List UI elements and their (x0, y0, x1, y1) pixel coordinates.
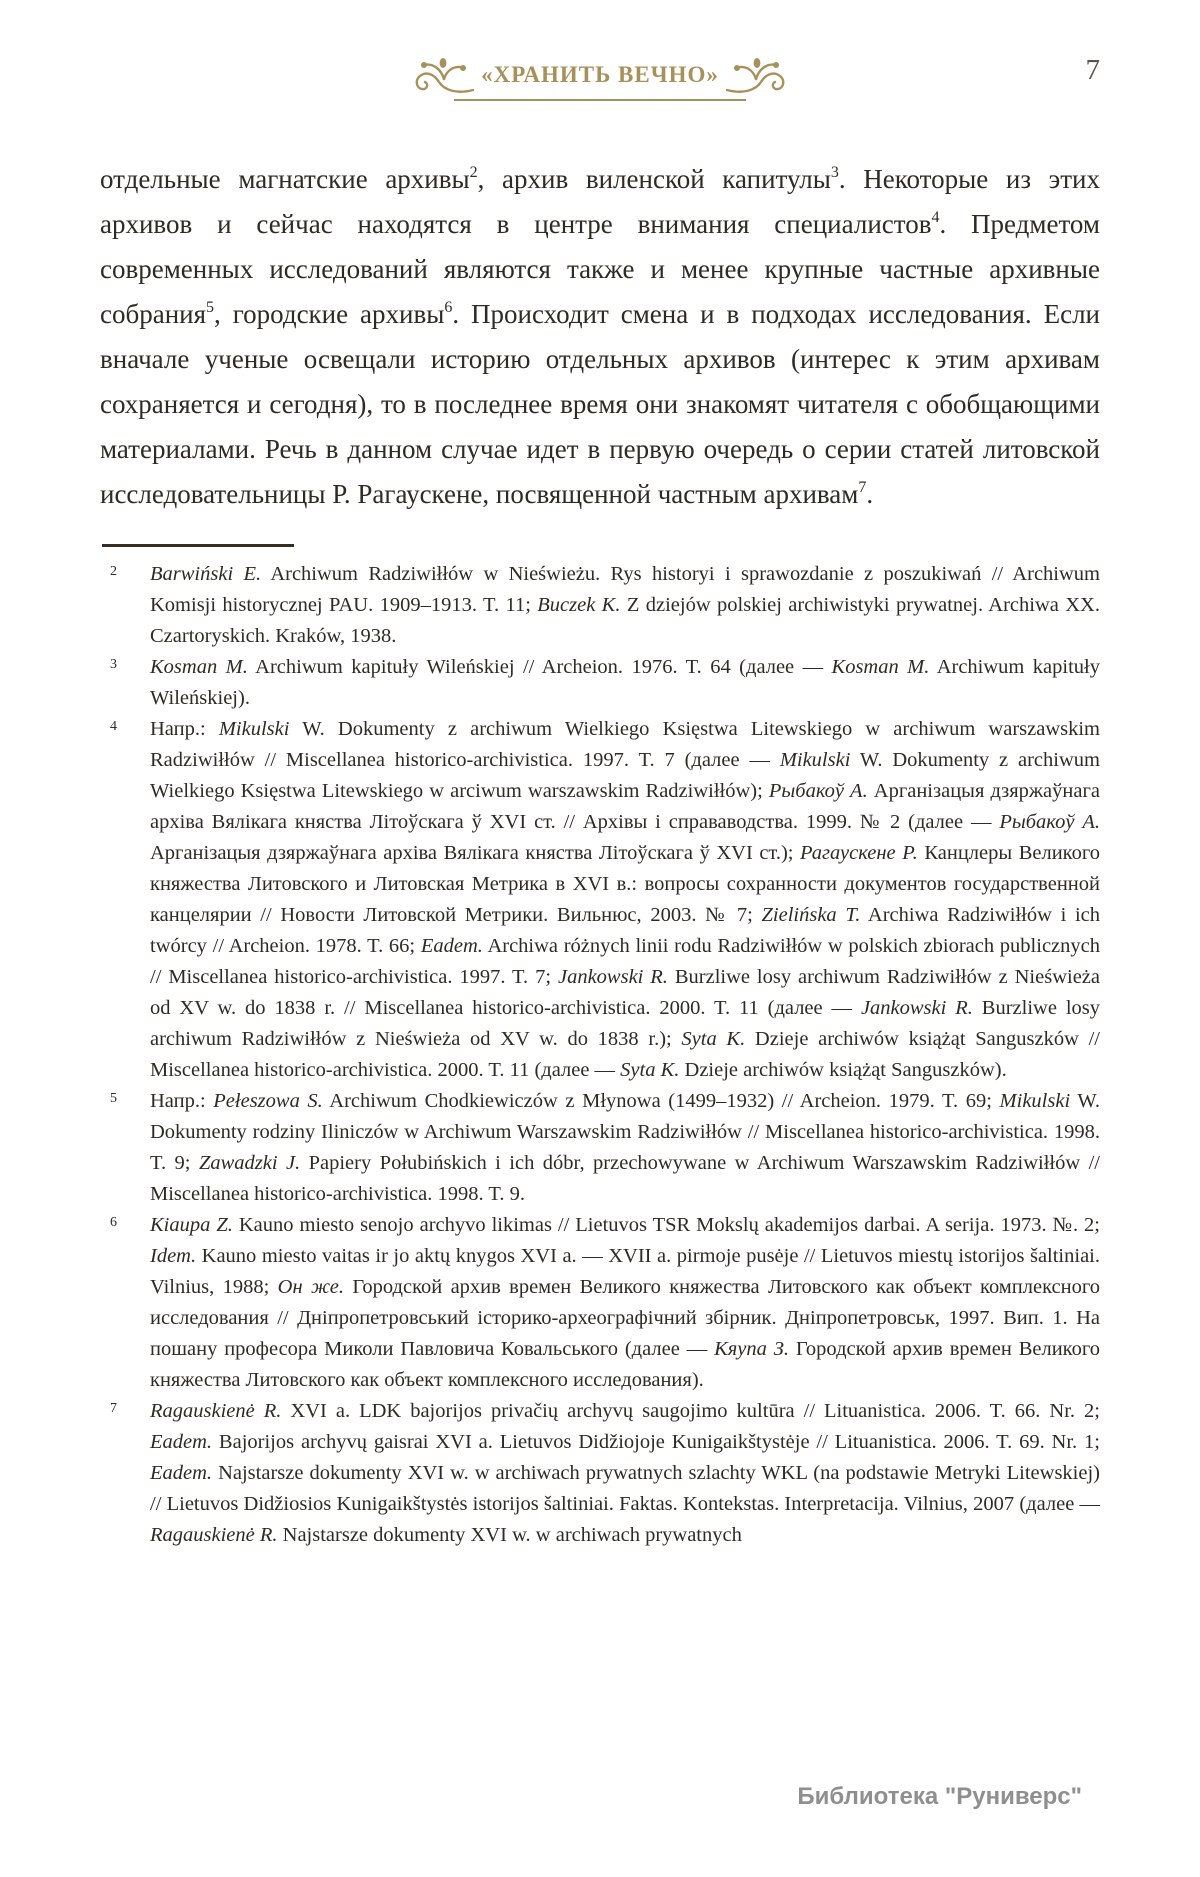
text-run: Papiery Połubińskich i ich dóbr, przechowywane w Archiwum Warszawskim Radziwiłłów // Miscellanea historico-archivistica. 1998. T. 9. (150, 1152, 1100, 1205)
citation-author: Zielińska T. (761, 904, 861, 926)
citation-author: Ragauskienė R. (150, 1524, 278, 1546)
citation-author: Jankowski R. (557, 966, 668, 988)
footnote-reference-marker: 5 (206, 299, 215, 316)
text-run: Канцлеры Великого княжества Литовского и Литовская Метрика в XVI в.: вопросы сохранности документов государственной канцелярии // Новости Литовской Метрики. Вильнюс, 2003. № 7; (150, 842, 1100, 926)
citation-author: Kosman M. (831, 656, 930, 678)
text-run: Archiwa Radziwiłłów i ich twórcy // Archeion. 1978. T. 66; (150, 904, 1100, 957)
text-column (100, 130, 1100, 1551)
text-run: Напр.: (150, 718, 219, 740)
text-run: Archiwum kapituły Wileńskiej // Archeion. 1976. T. 64 (далее — (247, 656, 832, 678)
footnote-number: 4 (110, 719, 117, 734)
text-run: W. Dokumenty rodziny Iliniczów w Archiwum Warszawskim Radziwiłłów // Miscellanea historico-archivistica. 1998. T. 9; (150, 1090, 1100, 1174)
body-paragraph (100, 157, 1100, 517)
footnote-reference-marker: 4 (931, 209, 940, 226)
citation-author: Кяупа З. (714, 1338, 789, 1360)
text-run: Archiwa różnych linii rodu Radziwiłłów w polskich zbiorach publicznych // Miscellanea historico-archivistica. 1997. T. 7; (150, 935, 1100, 988)
text-run: W. Dokumenty z archiwum Wielkiego Księstwa Litewskiego w arciwum warszawskim Radziwiłłów); (150, 749, 1100, 802)
footnote-item (100, 1086, 1100, 1210)
footnote-item (100, 1210, 1100, 1396)
text-run: Городской архив времен Великого княжества Литовского как объект комплексного исследования). (150, 1338, 1100, 1391)
footnote-text (150, 1400, 1100, 1546)
text-run: Burzliwe losy archiwum Radziwiłłów z Nieświeża od XV w. do 1838 r.); (150, 997, 1101, 1050)
citation-author: Mikulski (999, 1090, 1071, 1112)
footnote-text (150, 718, 1100, 1081)
text-run: Dzieje archiwów książąt Sanguszków). (679, 1059, 1007, 1081)
citation-author: Ragauskienė R. (150, 1400, 282, 1422)
text-run: Archiwum kapituły Wileńskiej). (150, 656, 1100, 709)
footnote-text (150, 563, 1100, 647)
citation-author: Barwiński E. (150, 563, 262, 585)
footnote-text (150, 1090, 1100, 1205)
text-run: Напр.: (150, 1090, 214, 1112)
footnote-number: 7 (110, 1401, 117, 1416)
footnote-item (100, 1396, 1100, 1551)
text-run: Bajorijos archyvų gaisrai XVI a. Lietuvos Didžiojoje Kunigaikštystėje // Lituanistica. 2006. T. 69. Nr. 1; (212, 1431, 1100, 1453)
text-run: Najstarsze dokumenty XVI w. w archiwach prywatnych (277, 1524, 742, 1546)
text-run: Archiwum Chodkiewiczów z Młynowa (1499–1932) // Archeion. 1979. T. 69; (322, 1090, 1000, 1112)
citation-author: Рагаускене Р. (800, 842, 918, 864)
footnote-number: 6 (110, 1215, 117, 1230)
text-run: Najstarsze dokumenty XVI w. w archiwach prywatnych szlachty WKL (na podstawie Metryki Litewskiej) // Lietuvos Didžiosios Kunigaikštystės istorijos šaltiniai. Faktas. Kontekstas. Interpretacija. Vilnius, 2007 (далее — (150, 1462, 1100, 1515)
footnote-number: 3 (110, 657, 117, 672)
footnote-item (100, 559, 1100, 652)
citation-author: Idem. (150, 1245, 197, 1267)
text-run: . (866, 479, 874, 509)
citation-author: Syta K. (620, 1059, 680, 1081)
citation-author: Syta K. (681, 1028, 746, 1050)
footnote-reference-marker: 7 (858, 479, 867, 496)
text-run: Z dziejów polskiej archiwistyki prywatnej. Archiwa XX. Czartoryskich. Kraków, 1938. (150, 594, 1100, 647)
footnote-item (100, 714, 1100, 1086)
text-run: . Некоторые из этих архивов и сейчас находятся в центре внимания специалистов (100, 164, 1100, 239)
header-title: «ХРАНИТЬ ВЕЧНО» (481, 62, 719, 87)
floral-flourish-left-icon (413, 55, 475, 106)
text-run: отдельные магнатские архивы (100, 164, 470, 194)
text-run: Burzliwe losy archiwum Radziwiłłów z Nieświeża od XV w. do 1838 r. // Miscellanea historico-archivistica. 2000. T. 11 (далее — (150, 966, 1100, 1019)
text-run: , архив виленской капитулы (477, 164, 831, 194)
text-run: XVI a. LDK bajorijos privačių archyvų saugojimo kultūra // Lituanistica. 2006. T. 66. Nr. 2; (281, 1400, 1101, 1422)
page-number: 7 (1085, 54, 1100, 86)
text-run: Городской архив времен Великого княжества Литовского как объект комплексного исследования // Дніпропетровський історико-археографічний збірник. Дніпропетровськ, 1997. Вип. 1. На пошану професора Миколи Павловича Ковальського (далее — (150, 1276, 1100, 1360)
citation-author: Kosman M. (150, 656, 248, 678)
footnote-text (150, 1214, 1100, 1391)
text-run: , городские архивы (214, 299, 445, 329)
citation-author: Eadem. (150, 1431, 213, 1453)
citation-author: Kiaupa Z. (150, 1214, 233, 1236)
text-run: . Предметом современных исследований являются также и менее крупные частные архивные собрания (100, 209, 1100, 329)
floral-flourish-right-icon (725, 55, 787, 106)
footnote-number: 5 (110, 1091, 117, 1106)
text-run: Kauno miesto senojo archyvo likimas // Lietuvos TSR Mokslų akademijos darbai. A serija. 1973. №. 2; (232, 1214, 1100, 1236)
text-run: Арганізацыя дзяржаўнага архіва Вялікага княства Літоўскага ў XVI ст. // Архівы і справаводства. 1999. № 2 (далее — (150, 780, 1100, 833)
text-run: Арганізацыя дзяржаўнага архіва Вялікага княства Літоўскага ў XVI ст.); (150, 842, 801, 864)
citation-author: Mikulski (779, 749, 851, 771)
footnote-reference-marker: 6 (444, 299, 453, 316)
text-run: Archiwum Radziwiłłów w Nieświeżu. Rys historyi i sprawozdanie z poszukiwań // Archiwum Komisji historycznej PAU. 1909–1913. T. 11; (150, 563, 1100, 616)
citation-author: Он же. (277, 1276, 344, 1298)
citation-author: Eadem. (420, 935, 483, 957)
footnote-divider (102, 544, 294, 547)
citation-author: Pełeszowa S. (213, 1090, 323, 1112)
footnote-reference-marker: 3 (830, 164, 839, 181)
citation-author: Buczek K. (537, 594, 621, 616)
footnote-item (100, 652, 1100, 714)
citation-author: Jankowski R. (860, 997, 973, 1019)
citation-author: Рыбакоў А. (768, 780, 868, 802)
header-ornament (400, 52, 800, 108)
citation-author: Eadem. (150, 1462, 213, 1484)
footnote-reference-marker: 2 (469, 164, 478, 181)
text-run: W. Dokumenty z archiwum Wielkiego Księstwa Litewskiego w archiwum warszawskim Radziwiłłów // Miscellanea historico-archivistica. 1997. T. 7 (далее — (150, 718, 1100, 771)
citation-author: Zawadzki J. (198, 1152, 301, 1174)
citation-author: Mikulski (218, 718, 290, 740)
footnote-number: 2 (110, 564, 117, 579)
footnotes-list (100, 559, 1100, 1551)
footnote-text (150, 656, 1100, 709)
text-run: Dzieje archiwów książąt Sanguszków // Miscellanea historico-archivistica. 2000. T. 11 (далее — (150, 1028, 1100, 1081)
text-run: Kauno miesto vaitas ir jo aktų knygos XVI a. — XVII a. pirmoje pusėje // Lietuvos miestų istorijos šaltiniai. Vilnius, 1988; (150, 1245, 1100, 1298)
text-run: . Происходит смена и в подходах исследования. Если вначале ученые освещали историю отдельных архивов (интерес к этим архивам сохраняется и сегодня), то в последнее время они знакомят читателя с обобщающими материалами. Речь в данном случае идет в первую очередь о серии статей литовской исследовательницы Р. Рагаускене, посвященной частным архивам (100, 299, 1101, 509)
library-watermark: Библиотека "Руниверс" (797, 1783, 1082, 1810)
citation-author: Рыбакоў А. (999, 811, 1100, 833)
ornament-rule (454, 99, 746, 101)
page-header (0, 52, 1200, 112)
